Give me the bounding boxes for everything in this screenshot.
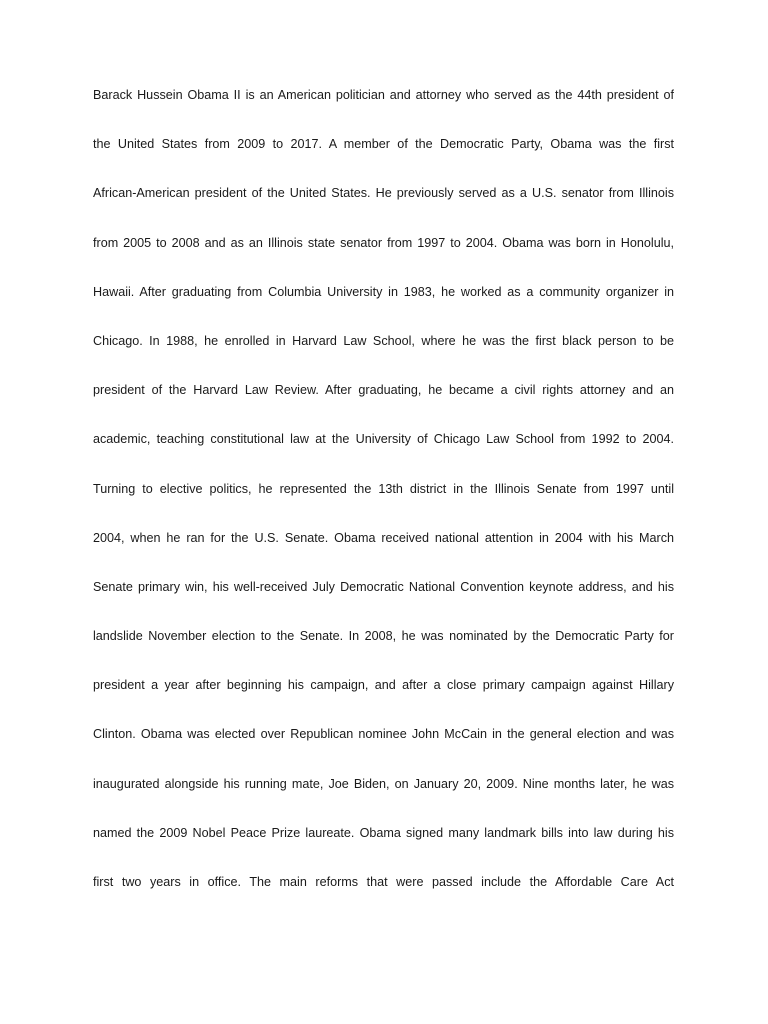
paragraph-line-15: inaugurated alongside his running mate, Joe Biden, on January 20, 2009. Nine months later, he was bbox=[93, 776, 674, 791]
paragraph-line-13: president a year after beginning his campaign, and after a close primary campaign against Hillary bbox=[93, 678, 674, 693]
paragraph-line-12: landslide November election to the Senate. In 2008, he was nominated by the Democratic Party for bbox=[93, 629, 674, 644]
paragraph-line-1: Barack Hussein Obama II is an American politician and attorney who served as the 44th president of bbox=[93, 88, 674, 102]
paragraph-line-10: 2004, when he ran for the U.S. Senate. Obama received national attention in 2004 with his March bbox=[93, 530, 674, 545]
paragraph-line-11: Senate primary win, his well-received July Democratic National Convention keynote address, and his bbox=[93, 579, 674, 594]
paragraph-line-9: Turning to elective politics, he represented the 13th district in the Illinois Senate from 1997 until bbox=[93, 481, 674, 496]
paragraph-line-4: from 2005 to 2008 and as an Illinois state senator from 1997 to 2004. Obama was born in Honolulu, bbox=[93, 235, 674, 250]
paragraph-line-3: African-American president of the United States. He previously served as a U.S. senator from Illinois bbox=[93, 186, 674, 201]
body-paragraph bbox=[93, 84, 674, 920]
paragraph-line-14: Clinton. Obama was elected over Republican nominee John McCain in the general election and was bbox=[93, 727, 674, 742]
paragraph-line-8: academic, teaching constitutional law at the University of Chicago Law School from 1992 to 2004. bbox=[93, 432, 674, 447]
paragraph-line-6: Chicago. In 1988, he enrolled in Harvard Law School, where he was the first black person to be bbox=[93, 333, 674, 348]
paragraph-line-17: first two years in office. The main reforms that were passed include the Affordable Care Act bbox=[93, 875, 674, 889]
paragraph-line-7: president of the Harvard Law Review. After graduating, he became a civil rights attorney and an bbox=[93, 383, 674, 398]
paragraph-line-5: Hawaii. After graduating from Columbia University in 1983, he worked as a community organizer in bbox=[93, 284, 674, 299]
paragraph-line-16: named the 2009 Nobel Peace Prize laureate. Obama signed many landmark bills into law during his bbox=[93, 825, 674, 840]
paragraph-line-2: the United States from 2009 to 2017. A member of the Democratic Party, Obama was the first bbox=[93, 137, 674, 152]
